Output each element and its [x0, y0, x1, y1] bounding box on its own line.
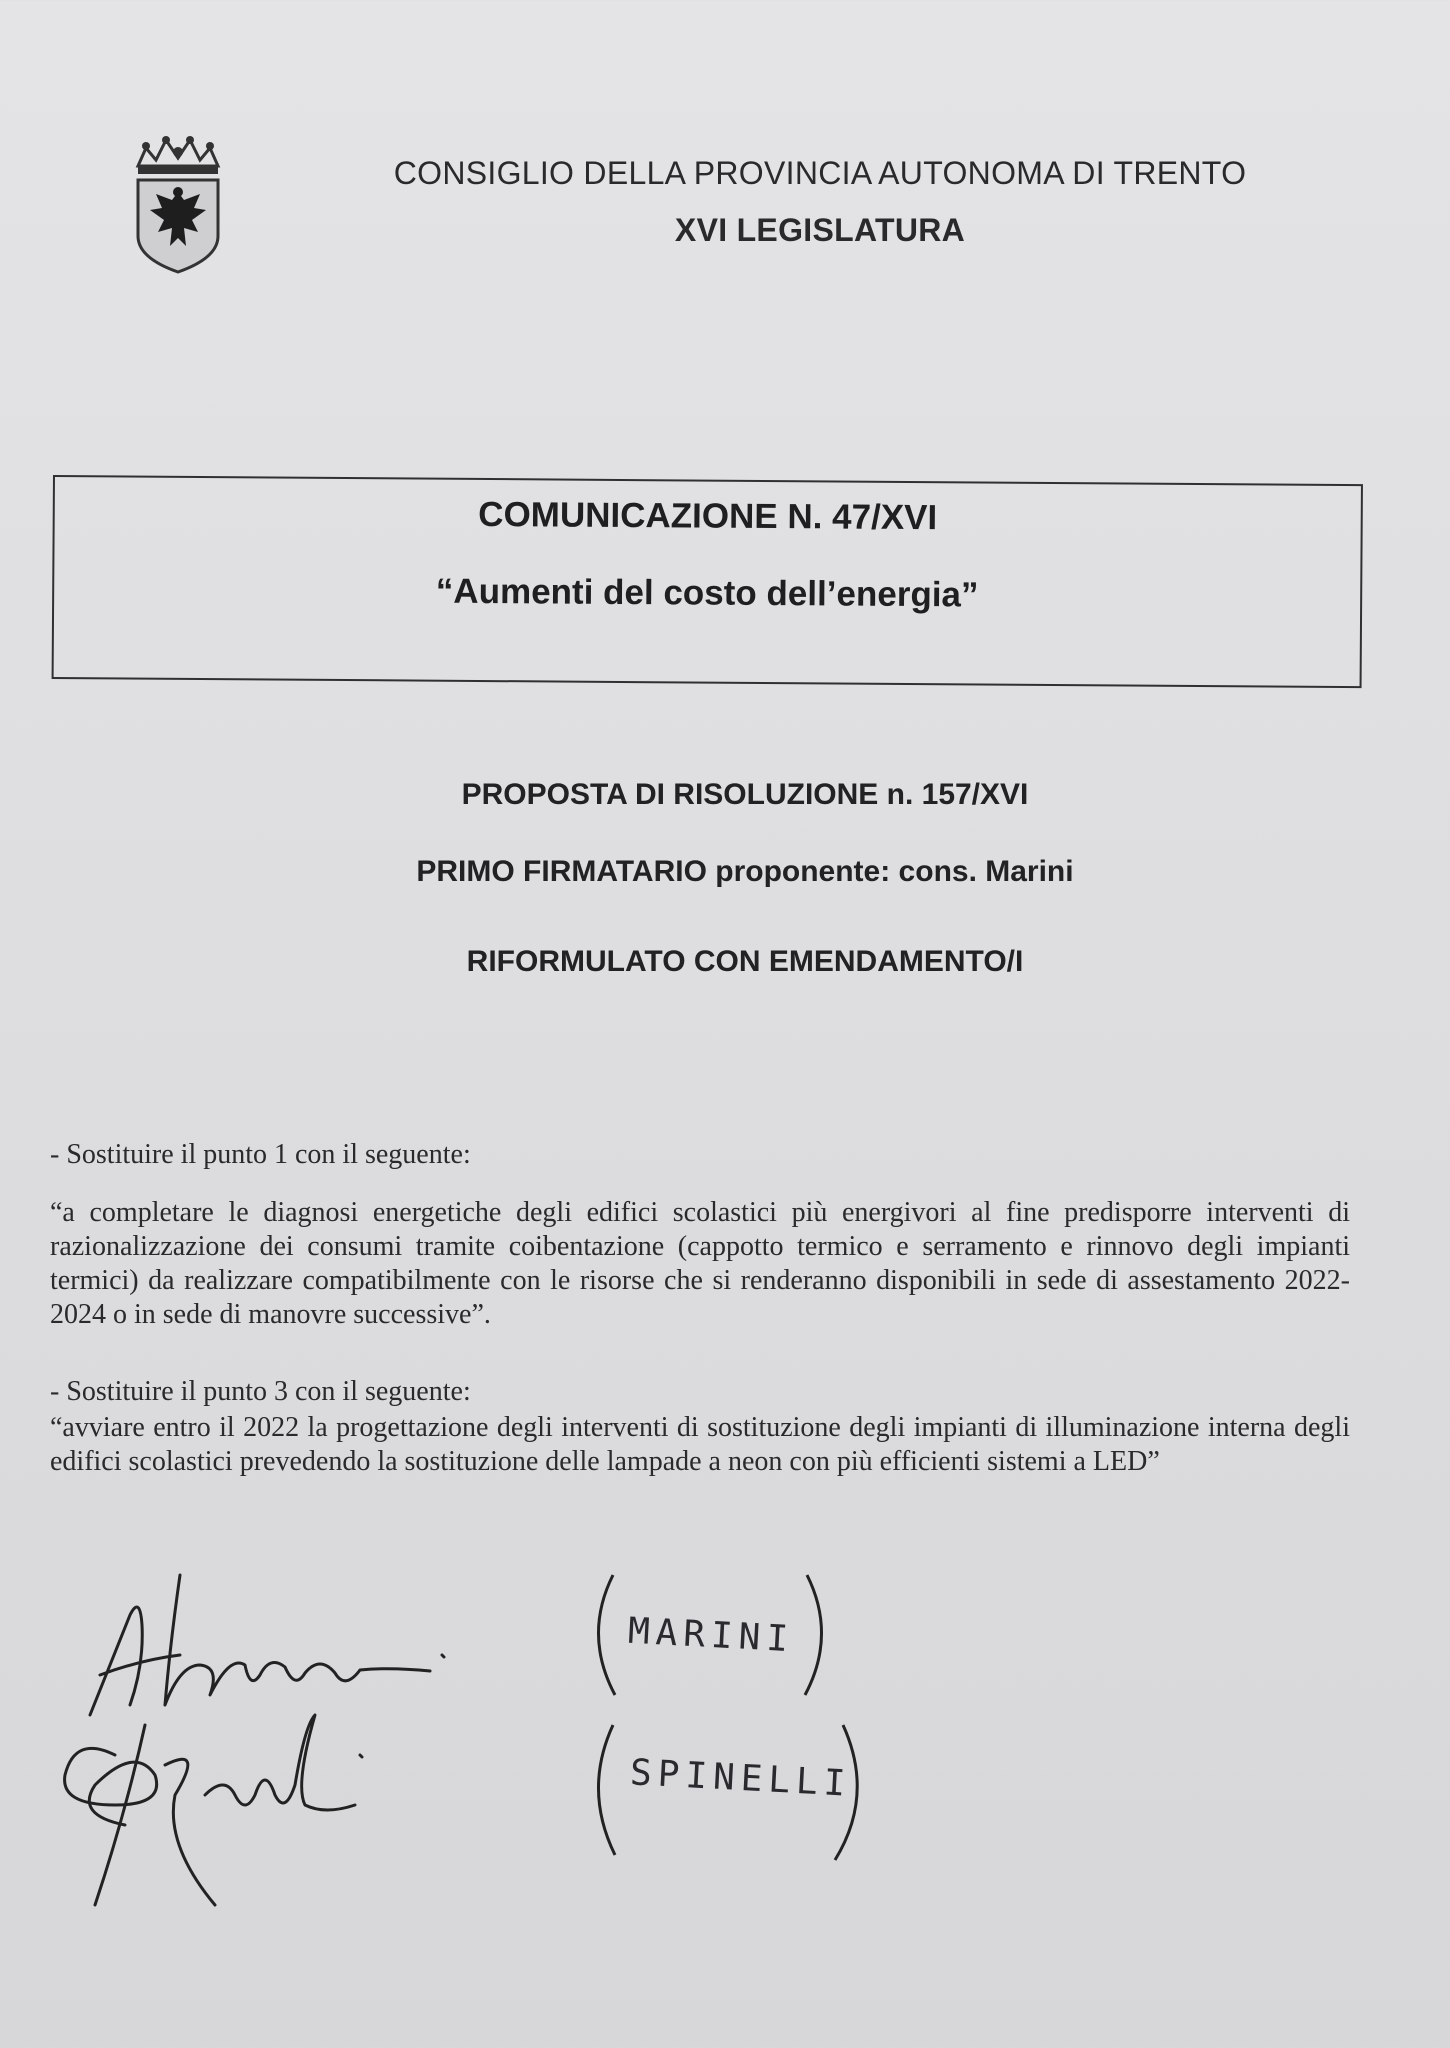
amendment-2-text: “avviare entro il 2022 la progettazione degli interventi di sostituzione degli impianti di illuminazione interna degli edifici scolastici prevedendo la sostituzione delle lampade a neon con più efficienti sistemi a LED” [50, 1412, 1350, 1477]
signature-spinelli [55, 1705, 395, 1925]
legislature-heading: XVI LEGISLATURA [674, 212, 966, 248]
proposal-status: RIFORMULATO CON EMENDAMENTO/I [466, 945, 1024, 978]
amendment-1-text: “a completare le diagnosi energetiche degli edifici scolastici più energivori al fine predisporre interventi di razionalizzazione dei consumi tramite coibentazione (cappotto termico e serramento e rinnovo degli impianti termici) da realizzare compatibilmente con le risorse che si renderanno disponibili in sede di assestamento 2022-2024 o in sede di manovre successive”. [50, 1197, 1350, 1330]
amendment-2-instruction: - Sostituire il punto 3 con il seguente: [50, 1376, 471, 1407]
coat-of-arms-icon [132, 136, 224, 274]
handwritten-name-spinelli: SPINELLI [629, 1752, 853, 1805]
signatory-value: proponente: cons. Marini [715, 855, 1074, 888]
institution-heading: CONSIGLIO DELLA PROVINCIA AUTONOMA DI TRENTO [393, 155, 1247, 191]
proposal-title: PROPOSTA DI RISOLUZIONE n. 157/XVI [461, 778, 1029, 811]
communication-subject: “Aumenti del costo dell’energia” [435, 571, 979, 615]
communication-number: COMUNICAZIONE N. 47/XVI [478, 494, 938, 538]
amendment-1-instruction: - Sostituire il punto 1 con il seguente: [50, 1139, 471, 1170]
handwritten-name-marini: MARINI [627, 1610, 796, 1661]
communication-box [52, 475, 1363, 688]
signature-marini [70, 1555, 490, 1730]
signatory-label: PRIMO FIRMATARIO [416, 855, 707, 888]
signatory-line [20, 855, 1450, 889]
